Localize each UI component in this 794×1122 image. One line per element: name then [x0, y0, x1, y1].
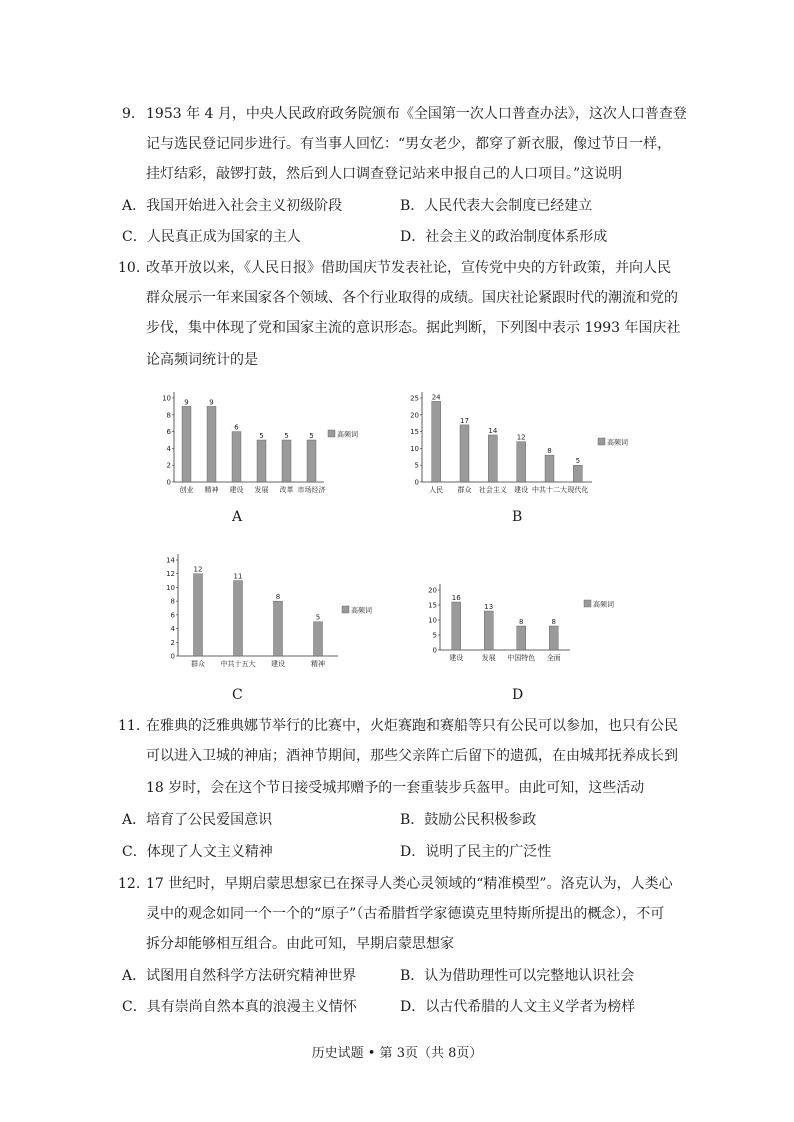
bar [432, 401, 441, 482]
x-tick-label: 建设 [514, 486, 529, 494]
x-tick-label: 精神 [311, 660, 325, 668]
y-tick-label: 6 [166, 428, 171, 437]
y-tick-label: 10 [166, 583, 175, 592]
y-tick-label: 2 [166, 461, 171, 470]
chart-svg [158, 386, 378, 496]
bar [460, 425, 469, 482]
chart-d-label[interactable]: D [512, 687, 524, 703]
y-tick-label: 12 [166, 570, 175, 579]
q9-option-b[interactable]: B．人民代表大会制度已经建立 [400, 198, 593, 214]
data-label: 5 [259, 432, 264, 440]
x-tick-label: 中共十二大 [532, 486, 567, 494]
chart-svg [402, 386, 634, 496]
q9-line-1: 1953 年 4 月，中央人民政府政务院颁布《全国第一次人口普查办法》，这次人口普查登 [146, 106, 687, 122]
chart-svg [164, 550, 394, 670]
data-label: 14 [488, 426, 498, 435]
q11-option-d[interactable]: D．说明了民主的广泛性 [400, 844, 552, 860]
legend-label: 高频词 [607, 438, 628, 447]
bar [488, 435, 497, 482]
chart-b-label[interactable]: B [512, 509, 523, 525]
bar [194, 574, 203, 656]
x-tick-label: 全面 [546, 654, 561, 662]
chart-b [402, 386, 634, 496]
q12-option-a[interactable]: A．试图用自然科学方法研究精神世界 [122, 968, 357, 984]
q9-line-3: 挂灯结彩，敲锣打鼓，然后到人口调查登记站来申报自己的人口项目。”这说明 [146, 166, 623, 182]
q12-number: 12. [118, 876, 141, 892]
y-tick-label: 10 [162, 394, 171, 403]
page-footer: 历史试题 • 第 3页（共 8页） [311, 1046, 483, 1061]
data-label: 5 [284, 432, 289, 440]
legend-swatch [342, 606, 349, 613]
legend-label: 高频词 [593, 600, 614, 609]
y-tick-label: 2 [170, 638, 175, 647]
data-label: 5 [575, 457, 581, 466]
data-label: 24 [431, 393, 441, 402]
y-tick-label: 4 [166, 444, 171, 453]
q11-option-b[interactable]: B．鼓励公民积极参政 [400, 812, 537, 828]
legend-swatch [584, 600, 591, 607]
y-tick-label: 10 [410, 444, 419, 453]
q12-option-d[interactable]: D．以古代希腊的人文主义学者为榜样 [400, 999, 636, 1015]
y-tick-label: 10 [428, 616, 437, 625]
data-label: 8 [547, 447, 552, 456]
x-tick-label: 群众 [457, 486, 472, 494]
y-tick-label: 0 [170, 652, 175, 661]
q10-line-4: 论高频词统计的是 [146, 352, 258, 368]
chart-a [158, 386, 378, 496]
chart-c-label[interactable]: C [232, 687, 243, 703]
q12-option-b[interactable]: B．认为借助理性可以完整地认识社会 [400, 968, 635, 984]
x-tick-label: 发展 [254, 486, 269, 494]
bar [517, 442, 526, 482]
y-tick-label: 25 [410, 394, 419, 403]
y-tick-label: 5 [432, 631, 437, 640]
q12-line-3: 拆分却能够相互组合。由此可知，早期启蒙思想家 [146, 936, 454, 952]
q11-option-c[interactable]: C．体现了人文主义精神 [122, 844, 273, 860]
data-label: 11 [233, 572, 243, 581]
q11-number: 11. [118, 718, 141, 734]
q10-line-2: 群众展示一年来国家各个领域、各个行业取得的成绩。国庆社论紧跟时代的潮流和党的 [146, 290, 678, 306]
x-tick-label: 发展 [481, 654, 496, 662]
q9-line-2: 记与选民登记同步进行。有当事人回忆：“男女老少，都穿了新衣服，像过节日一样， [146, 136, 672, 152]
x-tick-label: 市场经济 [297, 486, 326, 494]
q12-line-2: 灵中的观念如同一个一个的“原子”（古希腊哲学家德谟克里特斯所提出的概念），不可 [146, 906, 665, 922]
bar [207, 406, 216, 482]
data-label: 5 [315, 613, 321, 622]
q12-option-c[interactable]: C．具有崇尚自然本真的浪漫主义情怀 [122, 999, 357, 1015]
q9-option-d[interactable]: D．社会主义的政治制度体系形成 [400, 229, 608, 245]
data-label: 12 [516, 433, 526, 442]
q11-line-1: 在雅典的泛雅典娜节举行的比赛中，火炬赛跑和赛船等只有公民可以参加，也只有公民 [146, 718, 678, 734]
data-label: 13 [484, 603, 494, 611]
bar [257, 440, 266, 482]
q9-number: 9. [122, 106, 136, 122]
x-tick-label: 改革 [279, 486, 294, 494]
x-tick-label: 建设 [229, 486, 244, 494]
data-label: 5 [309, 432, 314, 440]
y-tick-label: 15 [428, 601, 437, 610]
data-label: 8 [275, 593, 281, 602]
data-label: 8 [551, 618, 556, 626]
data-label: 9 [209, 398, 214, 407]
q9-option-a[interactable]: A．我国开始进入社会主义初级阶段 [122, 198, 343, 214]
bar [234, 581, 243, 656]
data-label: 6 [234, 423, 239, 432]
y-tick-label: 4 [170, 625, 175, 634]
data-label: 9 [184, 398, 189, 407]
legend-label: 高频词 [351, 606, 372, 615]
x-tick-label: 中国特色 [507, 654, 536, 662]
legend-label: 高频词 [337, 430, 358, 439]
x-tick-label: 人民 [429, 486, 444, 494]
y-tick-label: 8 [170, 597, 175, 606]
q11-line-2: 可以进入卫城的神庙；酒神节期间，那些父亲阵亡后留下的遗孤，在由城邦抚养成长到 [146, 748, 678, 764]
x-tick-label: 创业 [179, 486, 194, 494]
legend-swatch [328, 430, 335, 437]
q10-line-1: 改革开放以来，《人民日报》借助国庆节发表社论，宣传党中央的方针政策，并向人民 [146, 260, 671, 276]
data-label: 12 [193, 565, 203, 574]
y-tick-label: 14 [166, 556, 175, 565]
x-tick-label: 建设 [271, 660, 285, 668]
chart-a-label[interactable]: A [232, 509, 243, 525]
x-tick-label: 中共十五大 [220, 660, 256, 668]
q10-number: 10. [118, 260, 141, 276]
data-label: 17 [460, 416, 469, 425]
y-tick-label: 0 [166, 478, 171, 487]
y-tick-label: 20 [410, 411, 419, 420]
q10-line-3: 步伐，集中体现了党和国家主流的意识形态。据此判断，下列图中表示 1993 年国庆社 [146, 320, 681, 336]
chart-d [424, 580, 624, 666]
y-tick-label: 6 [170, 611, 175, 620]
x-tick-label: 精神 [204, 486, 219, 494]
bar [452, 602, 461, 650]
y-tick-label: 20 [428, 586, 437, 595]
x-tick-label: 社会主义 [478, 486, 507, 494]
y-tick-label: 8 [166, 411, 171, 420]
y-tick-label: 0 [414, 478, 419, 487]
q11-line-3: 18 岁时，会在这个节日接受城邦赠予的一套重装步兵盔甲。由此可知，这些活动 [146, 780, 645, 796]
legend-swatch [598, 438, 605, 445]
bar [307, 440, 316, 482]
bar [182, 406, 191, 482]
bar [314, 622, 323, 656]
data-label: 8 [519, 618, 524, 626]
q12-line-1: 17 世纪时，早期启蒙思想家已在探寻人类心灵领域的“精准模型”。洛克认为，人类心 [146, 876, 673, 892]
bar [484, 611, 493, 650]
q11-option-a[interactable]: A．培育了公民爱国意识 [122, 812, 273, 828]
bar [549, 626, 558, 650]
bar [232, 432, 241, 482]
x-tick-label: 建设 [449, 654, 464, 662]
y-tick-label: 5 [414, 461, 419, 470]
data-label: 16 [451, 594, 461, 602]
chart-svg [424, 580, 624, 666]
y-tick-label: 0 [432, 646, 437, 655]
bar [573, 465, 582, 482]
x-tick-label: 群众 [191, 660, 205, 668]
bar [517, 626, 526, 650]
bar [545, 455, 554, 482]
q9-option-c[interactable]: C．人民真正成为国家的主人 [122, 229, 301, 245]
bar [274, 601, 283, 656]
x-tick-label: 现代化 [567, 486, 589, 494]
y-tick-label: 15 [410, 428, 419, 437]
bar [282, 440, 291, 482]
chart-c [164, 550, 394, 670]
